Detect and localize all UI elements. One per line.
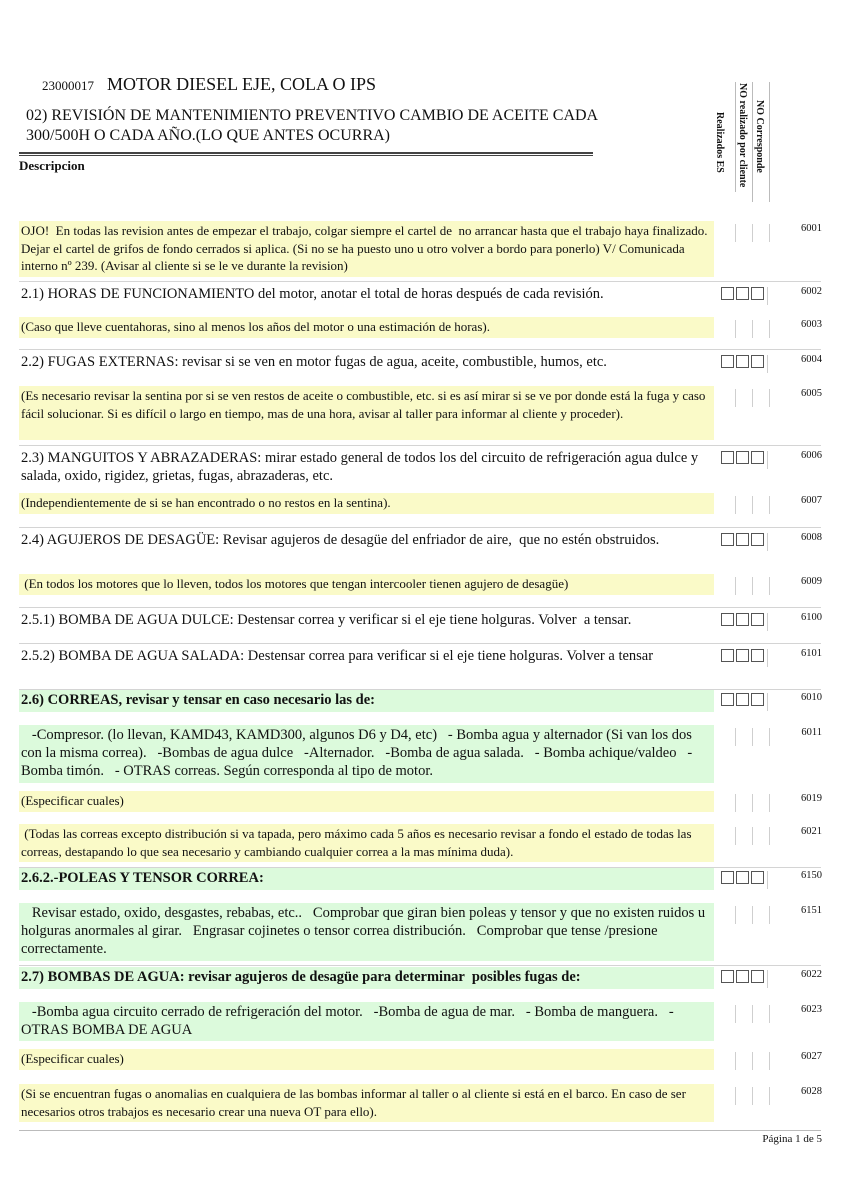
checklist-item: 2.5.1) BOMBA DE AGUA DULCE: Destensar correa y verificar si el eje tiene holguras. Volver a tensar. (21, 612, 632, 628)
column-divider (735, 1005, 736, 1023)
column-divider (767, 287, 768, 305)
column-divider (767, 355, 768, 373)
item-code: 6023 (801, 1004, 822, 1015)
status-checkboxes[interactable] (721, 613, 768, 631)
item-code: 6010 (801, 692, 822, 703)
column-divider (735, 728, 736, 746)
column-divider (769, 320, 770, 338)
item-code: 6007 (801, 495, 822, 506)
item-code: 6021 (801, 826, 822, 837)
column-divider (752, 389, 753, 407)
status-checkboxes (735, 1052, 770, 1070)
status-checkboxes (735, 224, 770, 242)
item-code: 6028 (801, 1086, 822, 1097)
checklist-item: -Compresor. (lo llevan, KAMD43, KAMD300, algunos D6 y D4, etc) - Bomba agua y alternador (Si van los dos con la misma correa). -Bombas de agua dulce -Alternador. -Bomba de agua salada. - Bomba achique/valdeo -Bomba timón. - OTRAS correas. Según corresponda al tipo de motor. (19, 725, 714, 783)
column-divider (769, 224, 770, 242)
column-divider (769, 389, 770, 407)
checkbox-no-realizado[interactable] (736, 533, 749, 546)
item-code: 6003 (801, 319, 822, 330)
checkbox-realizados[interactable] (721, 533, 734, 546)
checkbox-no-realizado[interactable] (736, 649, 749, 662)
checklist-note: (Caso que lleve cuentahoras, sino al menos los años del motor o una estimación de horas). (19, 317, 714, 338)
item-code: 6019 (801, 793, 822, 804)
row-separator (19, 527, 821, 528)
checklist-note: (Independientemente de si se han encontrado o no restos en la sentina). (19, 493, 714, 514)
status-checkboxes[interactable] (721, 649, 768, 667)
column-divider (735, 906, 736, 924)
column-divider (752, 1052, 753, 1070)
checkbox-no-corresponde[interactable] (751, 613, 764, 626)
checkbox-no-realizado[interactable] (736, 970, 749, 983)
column-divider (735, 320, 736, 338)
checklist-item: 2.7) BOMBAS DE AGUA: revisar agujeros de desagüe para determinar posibles fugas de: (19, 967, 714, 989)
column-divider (767, 451, 768, 469)
checkbox-no-corresponde[interactable] (751, 355, 764, 368)
column-divider (767, 533, 768, 551)
item-code: 6101 (801, 648, 822, 659)
status-checkboxes (735, 389, 770, 407)
column-divider (752, 82, 753, 202)
status-checkboxes[interactable] (721, 693, 768, 711)
document-subtitle: 02) REVISIÓN DE MANTENIMIENTO PREVENTIVO CAMBIO DE ACEITE CADA 300/500H O CADA AÑO.(LO QUE ANTES OCURRA) (26, 107, 598, 144)
checkbox-no-realizado[interactable] (736, 613, 749, 626)
checkbox-no-realizado[interactable] (736, 287, 749, 300)
column-divider (752, 577, 753, 595)
checklist-item: 2.4) AGUJEROS DE DESAGÜE: Revisar agujeros de desagüe del enfriador de aire, que no estén obstruidos. (21, 532, 660, 548)
checkbox-no-corresponde[interactable] (751, 649, 764, 662)
column-divider (735, 1052, 736, 1070)
item-code: 6005 (801, 388, 822, 399)
checkbox-no-corresponde[interactable] (751, 970, 764, 983)
column-divider (735, 794, 736, 812)
column-divider (769, 827, 770, 845)
item-code: 6008 (801, 532, 822, 543)
checkbox-no-realizado[interactable] (736, 451, 749, 464)
checkbox-realizados[interactable] (721, 649, 734, 662)
status-checkboxes (735, 320, 770, 338)
checkbox-no-corresponde[interactable] (751, 451, 764, 464)
column-divider (767, 871, 768, 889)
item-code: 6001 (801, 223, 822, 234)
page-number: Página 1 de 5 (762, 1133, 822, 1145)
column-divider (769, 906, 770, 924)
checkbox-no-corresponde[interactable] (751, 533, 764, 546)
column-divider (735, 577, 736, 595)
column-divider (735, 82, 736, 192)
checklist-note: (Especificar cuales) (19, 1049, 714, 1070)
column-divider (769, 82, 770, 202)
column-divider (735, 389, 736, 407)
column-divider (752, 827, 753, 845)
checklist-note: (Especificar cuales) (19, 791, 714, 812)
header-divider (19, 152, 593, 154)
item-code: 6100 (801, 612, 822, 623)
checklist-item: 2.2) FUGAS EXTERNAS: revisar si se ven en motor fugas de agua, aceite, combustible, humos, etc. (21, 354, 607, 370)
checkbox-no-realizado[interactable] (736, 693, 749, 706)
document-code: 23000017 (42, 78, 94, 93)
checklist-item: 2.6.2.-POLEAS Y TENSOR CORREA: (19, 868, 714, 890)
status-checkboxes[interactable] (721, 355, 768, 373)
checklist-item: 2.6) CORREAS, revisar y tensar en caso necesario las de: (19, 690, 714, 712)
checkbox-realizados[interactable] (721, 871, 734, 884)
column-divider (769, 1052, 770, 1070)
item-code: 6009 (801, 576, 822, 587)
column-divider (752, 728, 753, 746)
item-code: 6022 (801, 969, 822, 980)
row-separator (19, 445, 821, 446)
status-checkboxes (735, 1005, 770, 1023)
checklist-note: (En todos los motores que lo lleven, todos los motores que tengan intercooler tienen agujero de desagüe) (19, 574, 714, 595)
checklist-item: -Bomba agua circuito cerrado de refrigeración del motor. -Bomba de agua de mar. - Bomba de manguera. - OTRAS BOMBA DE AGUA (19, 1002, 714, 1041)
checkbox-realizados[interactable] (721, 355, 734, 368)
checkbox-realizados[interactable] (721, 287, 734, 300)
checklist-note: (Todas las correas excepto distribución si va tapada, pero máximo cada 5 años es necesario revisar a fondo el estado de todas las correas, destapando lo que sea necesario y cambiando cualquier correa a la mas mínima duda). (19, 824, 714, 862)
column-divider (752, 224, 753, 242)
column-divider (752, 906, 753, 924)
column-divider (767, 649, 768, 667)
column-divider (769, 794, 770, 812)
column-divider (735, 496, 736, 514)
column-header-realizados: Realizados ES (714, 112, 725, 173)
status-checkboxes (735, 577, 770, 595)
column-divider (735, 224, 736, 242)
item-code: 6006 (801, 450, 822, 461)
row-separator (19, 643, 821, 644)
column-divider (752, 320, 753, 338)
checklist-item: Revisar estado, oxido, desgastes, rebabas, etc.. Comprobar que giran bien poleas y tensor y que no existen ruidos u holguras anormales al girar. Engrasar cojinetes o tensor correa distribución. Comprobar que tense /presione correctamente. (19, 903, 714, 961)
status-checkboxes[interactable] (721, 451, 768, 469)
header-divider-2 (19, 155, 593, 156)
row-separator (19, 965, 821, 966)
row-separator (19, 281, 821, 282)
status-checkboxes[interactable] (721, 287, 768, 305)
column-divider (752, 1087, 753, 1105)
checkbox-no-corresponde[interactable] (751, 871, 764, 884)
checklist-note: (Si se encuentran fugas o anomalias en cualquiera de las bombas informar al taller o al cliente si está en el barco. En caso de ser necesarios otros trabajos es necesario crear una nueva OT para ello). (19, 1084, 714, 1122)
status-checkboxes (735, 794, 770, 812)
checklist-note: OJO! En todas las revision antes de empezar el trabajo, colgar siempre el cartel de no arrancar hasta que el trabajo haya finalizado. Dejar el cartel de grifos de fondo cerrados si aplica. (Si no se ha puesto uno u otro volver a bordo para ponerlo) V/ Comunicada interno nº 239. (Avisar al cliente si se le ve durante la revision) (19, 221, 714, 277)
checkbox-no-realizado[interactable] (736, 355, 749, 368)
item-code: 6150 (801, 870, 822, 881)
checkbox-no-realizado[interactable] (736, 871, 749, 884)
status-checkboxes (735, 906, 770, 924)
item-code: 6151 (801, 905, 822, 916)
checkbox-no-corresponde[interactable] (751, 287, 764, 300)
status-checkboxes[interactable] (721, 533, 768, 551)
column-divider (769, 1087, 770, 1105)
column-divider (767, 693, 768, 711)
column-divider (752, 794, 753, 812)
column-divider (735, 1087, 736, 1105)
column-header-no-corresponde: NO Corresponde (754, 100, 765, 173)
status-checkboxes (735, 827, 770, 845)
row-separator (19, 607, 821, 608)
item-code: 6002 (801, 286, 822, 297)
checkbox-realizados[interactable] (721, 970, 734, 983)
item-code: 6011 (801, 727, 822, 738)
status-checkboxes (735, 728, 770, 746)
column-header-no-realizado: NO realizado por cliente (737, 83, 748, 188)
status-checkboxes (735, 1087, 770, 1105)
checklist-item: 2.1) HORAS DE FUNCIONAMIENTO del motor, anotar el total de horas después de cada revisión. (21, 286, 604, 302)
item-code: 6004 (801, 354, 822, 365)
document-title: MOTOR DIESEL EJE, COLA O IPS (107, 74, 377, 94)
column-divider (752, 1005, 753, 1023)
checkbox-no-corresponde[interactable] (751, 693, 764, 706)
column-divider (769, 728, 770, 746)
checklist-note: (Es necesario revisar la sentina por si se ven restos de aceite o combustible, etc. si es así mirar si se ve por donde está la fuga y caso fácil solucionar. Si es difícil o largo en tiempo, mas de una hora, avisar al taller para informar al cliente y proceder). (19, 386, 714, 440)
status-checkboxes[interactable] (721, 871, 768, 889)
column-divider (752, 496, 753, 514)
item-code: 6027 (801, 1051, 822, 1062)
description-column-label: Descripcion (19, 158, 85, 173)
footer-divider (19, 1130, 821, 1131)
row-separator (19, 349, 821, 350)
column-divider (769, 1005, 770, 1023)
checkbox-realizados[interactable] (721, 693, 734, 706)
checkbox-realizados[interactable] (721, 451, 734, 464)
column-divider (769, 496, 770, 514)
checkbox-realizados[interactable] (721, 613, 734, 626)
checklist-item: 2.3) MANGUITOS Y ABRAZADERAS: mirar estado general de todos los del circuito de refrigeración agua dulce y salada, oxido, rigidez, grietas, fugas, abrazaderas, etc. (21, 450, 702, 484)
checklist-item: 2.5.2) BOMBA DE AGUA SALADA: Destensar correa para verificar si el eje tiene holguras. Volver a tensar (21, 648, 654, 664)
column-divider (769, 577, 770, 595)
column-divider (767, 613, 768, 631)
status-checkboxes[interactable] (721, 970, 768, 988)
column-divider (767, 970, 768, 988)
column-divider (735, 827, 736, 845)
status-checkboxes (735, 496, 770, 514)
